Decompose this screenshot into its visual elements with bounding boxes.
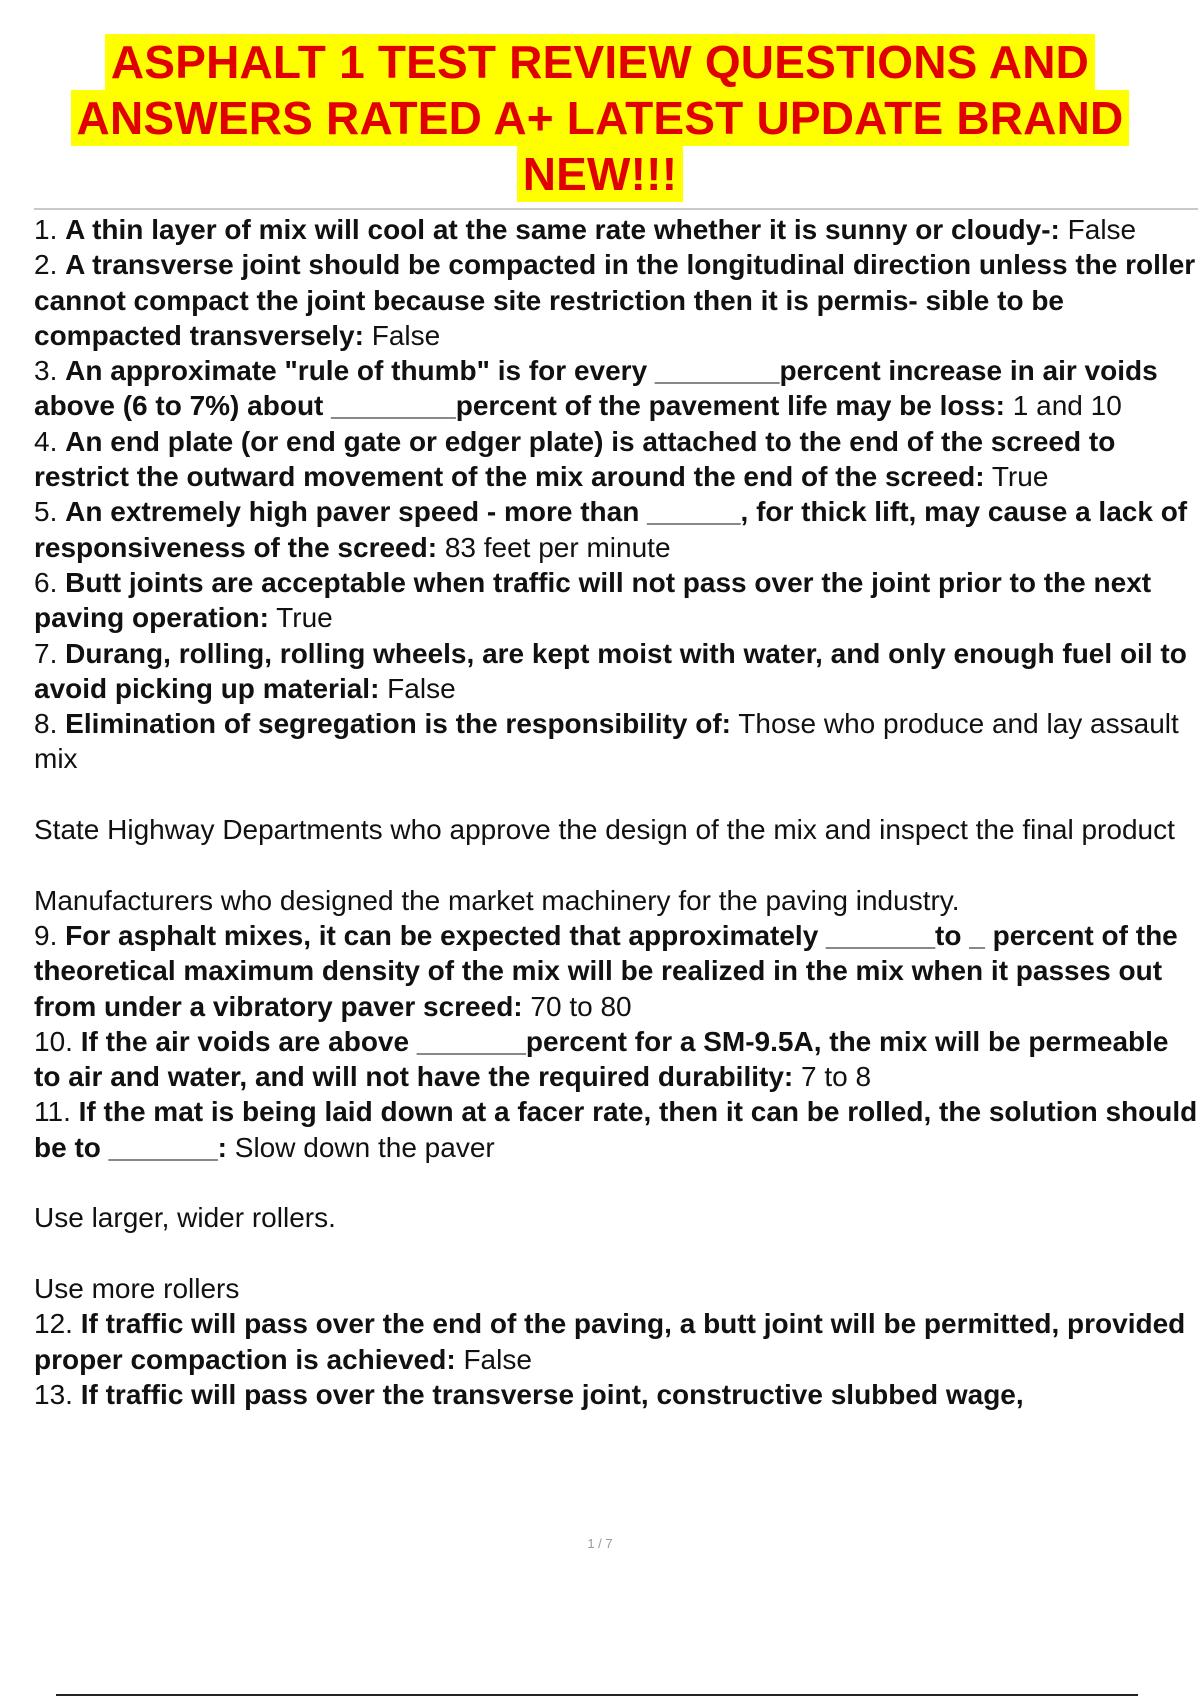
question-number: 8. — [34, 708, 58, 740]
answer-text: False — [363, 319, 441, 351]
answer-text: 70 to 80 — [522, 990, 632, 1022]
spacer — [34, 847, 1198, 882]
question-number: 10. — [34, 1025, 73, 1057]
bottom-divider — [56, 1694, 1138, 1696]
question-item — [34, 1377, 1198, 1412]
title-line-1: ASPHALT 1 TEST REVIEW QUESTIONS AND — [105, 34, 1095, 90]
title-divider — [34, 208, 1198, 210]
question-text: If the mat is being laid down at a facer rate, then it can be rolled, the solution should be to _______: — [34, 1096, 1198, 1163]
answer-option: Use larger, wider rollers. — [34, 1202, 336, 1234]
question-item — [34, 918, 1198, 1024]
question-number: 2. — [34, 249, 58, 281]
question-text: An extremely high paver speed - more than ______, for thick lift, may cause a lack of responsiveness of the screed: — [34, 496, 1188, 563]
question-text: If traffic will pass over the end of the paving, a butt joint will be permitted, provided proper compaction is achieved: — [34, 1308, 1186, 1375]
answer-text: Slow down the paver — [227, 1131, 495, 1163]
answer-text: 1 and 10 — [1005, 390, 1122, 422]
question-number: 9. — [34, 919, 58, 951]
spacer — [34, 1236, 1198, 1271]
spacer — [34, 1165, 1198, 1200]
question-item — [34, 212, 1198, 247]
question-number: 4. — [34, 425, 58, 457]
question-item — [34, 494, 1198, 565]
question-item — [34, 565, 1198, 636]
answer-text: False — [1059, 214, 1137, 245]
answer-text: False — [455, 1343, 532, 1375]
question-number: 3. — [34, 355, 58, 387]
question-number: 13. — [34, 1378, 73, 1410]
page-number: 1 / 7 — [587, 1536, 613, 1551]
answer-text: 7 to 8 — [793, 1061, 872, 1093]
question-text: A thin layer of mix will cool at the same rate whether it is sunny or cloudy-: — [65, 214, 1060, 245]
question-item — [34, 1094, 1198, 1165]
question-text: Elimination of segregation is the responsibility of: — [65, 708, 731, 740]
question-text: An end plate (or end gate or edger plate) is attached to the end of the screed to restrict the outward movement of the mix around the end of the screed: — [34, 425, 1116, 493]
title-line-2: ANSWERS RATED A+ LATEST UPDATE BRAND — [71, 90, 1130, 146]
question-item — [34, 247, 1198, 353]
answer-text: Those who produce and lay assault mix — [34, 708, 1179, 775]
question-number: 7. — [34, 637, 58, 669]
answer-option: Use more rollers — [34, 1272, 240, 1304]
question-text: For asphalt mixes, it can be expected that approximately _______to _ percent of the theoretical maximum density of the mix will be realized in the mix when it passes out from under a vibratory paver screed: — [34, 919, 1178, 1022]
question-text: Butt joints are acceptable when traffic will not pass over the joint prior to the next paving operation: — [34, 566, 1152, 634]
question-text: If the air voids are above _______percent for a SM-9.5A, the mix will be permeable to air and water, and will not have the required durability: — [34, 1025, 1169, 1093]
question-item — [34, 1024, 1198, 1095]
spacer — [34, 777, 1198, 812]
answer-text: False — [379, 672, 456, 704]
question-item — [34, 706, 1198, 777]
question-item — [34, 353, 1198, 424]
answer-text: True — [984, 461, 1049, 493]
question-item — [34, 424, 1198, 495]
document-title — [0, 34, 1200, 202]
question-number: 12. — [34, 1308, 73, 1340]
answer-text: True — [268, 602, 333, 634]
question-item — [34, 1306, 1198, 1377]
question-item — [34, 636, 1198, 707]
question-text: A transverse joint should be compacted in the longitudinal direction unless the roller cannot compact the joint because site restriction then it is permis- sible to be compacted transversely: — [34, 249, 1196, 351]
title-line-3: NEW!!! — [517, 146, 683, 202]
question-number: 6. — [34, 566, 58, 598]
question-text: If traffic will pass over the transverse joint, constructive slubbed wage, — [80, 1378, 1024, 1410]
question-number: 1. — [34, 214, 58, 245]
answer-option: State Highway Departments who approve the design of the mix and inspect the final product — [34, 814, 1175, 846]
answer-option: Manufacturers who designed the market machinery for the paving industry. — [34, 884, 960, 916]
question-text: An approximate "rule of thumb" is for every ________percent increase in air voids above (6 to 7%) about ________percent of the pavement life may be loss: — [34, 355, 1158, 422]
question-text: Durang, rolling, rolling wheels, are kept moist with water, and only enough fuel oil to avoid picking up material: — [34, 637, 1187, 704]
question-number: 5. — [34, 496, 58, 528]
question-list — [34, 212, 1198, 1412]
question-number: 11. — [34, 1096, 71, 1128]
answer-text: 83 feet per minute — [437, 531, 671, 563]
